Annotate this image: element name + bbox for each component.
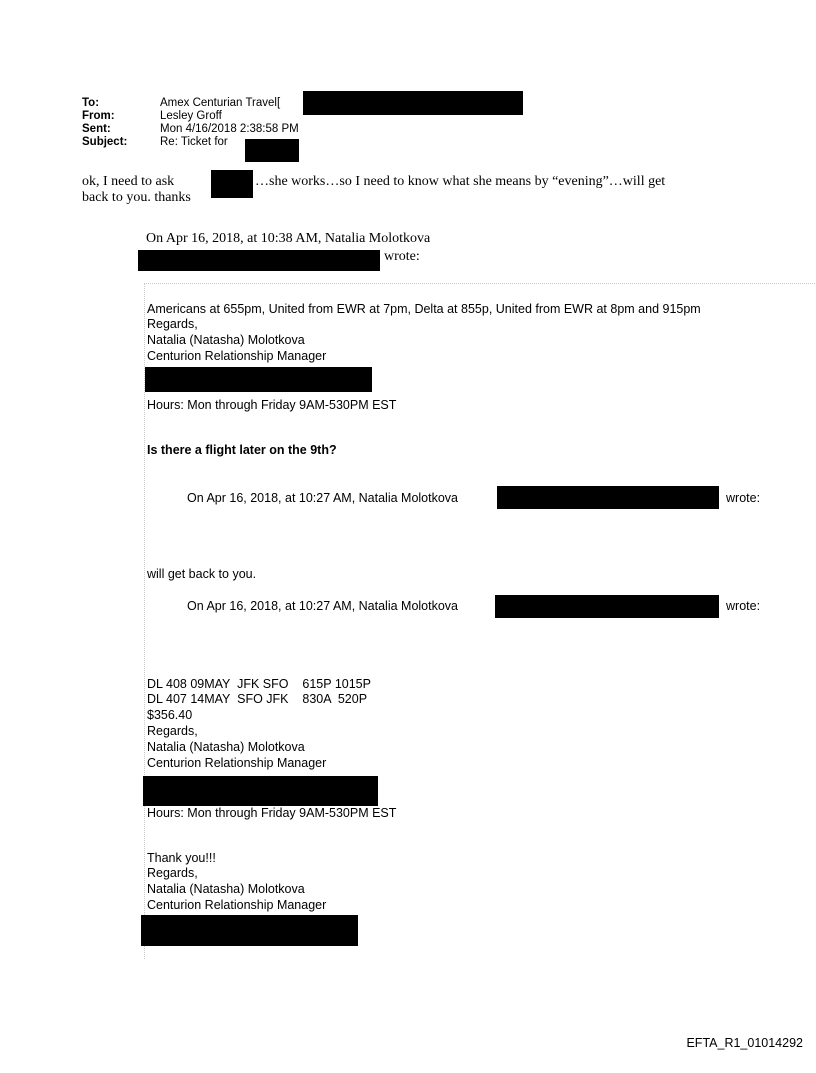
document-id: EFTA_R1_01014292 — [686, 1036, 803, 1050]
sent-value: Mon 4/16/2018 2:38:58 PM — [160, 123, 299, 135]
sent-label: Sent: — [82, 123, 111, 135]
quote-1-attribution: On Apr 16, 2018, at 10:38 AM, Natalia Molotkova — [146, 231, 431, 246]
regards-2: Regards, — [147, 724, 198, 738]
redaction-contact-3 — [141, 915, 358, 946]
redaction-contact-2 — [143, 776, 378, 806]
subject-value: Re: Ticket for — [160, 136, 228, 148]
redaction-name — [211, 170, 253, 198]
will-get-back-text: will get back to you. — [147, 567, 257, 581]
thank-you-text: Thank you!!! — [147, 851, 216, 865]
from-label: From: — [82, 110, 115, 122]
redaction-subject — [245, 139, 299, 162]
redaction-email-3 — [495, 595, 719, 618]
quote-2-wrote: wrote: — [726, 491, 761, 505]
question-text: Is there a flight later on the 9th? — [147, 443, 337, 457]
signature-title-2: Centurion Relationship Manager — [147, 756, 327, 770]
reply-line-1-end: …she works…so I need to know what she means by “evening”…will get — [255, 174, 666, 189]
itinerary-line-1: DL 408 09MAY JFK SFO 615P 1015P — [147, 677, 371, 691]
signature-name-1: Natalia (Natasha) Molotkova — [147, 333, 305, 347]
redaction-email-2 — [497, 486, 719, 509]
reply-line-2: back to you. thanks — [82, 190, 191, 205]
signature-title-3: Centurion Relationship Manager — [147, 898, 327, 912]
reply-line-1-start: ok, I need to ask — [82, 174, 175, 189]
itinerary-line-2: DL 407 14MAY SFO JFK 830A 520P — [147, 692, 368, 706]
signature-title-1: Centurion Relationship Manager — [147, 349, 327, 363]
regards-1: Regards, — [147, 317, 198, 331]
redaction-contact-1 — [145, 367, 372, 392]
redaction-to-address — [303, 91, 523, 115]
regards-3: Regards, — [147, 866, 198, 880]
subject-label: Subject: — [82, 136, 128, 148]
quote-3-attribution: On Apr 16, 2018, at 10:27 AM, Natalia Molotkova — [187, 599, 458, 613]
to-label: To: — [82, 97, 100, 109]
from-value: Lesley Groff — [160, 110, 222, 122]
hours-2: Hours: Mon through Friday 9AM-530PM EST — [147, 806, 397, 820]
hours-1: Hours: Mon through Friday 9AM-530PM EST — [147, 398, 397, 412]
itinerary-price: $356.40 — [147, 708, 193, 722]
to-value: Amex Centurian Travel[ — [160, 97, 281, 109]
quote-2-attribution: On Apr 16, 2018, at 10:27 AM, Natalia Molotkova — [187, 491, 458, 505]
signature-name-3: Natalia (Natasha) Molotkova — [147, 882, 305, 896]
quote-1-wrote: wrote: — [384, 249, 420, 264]
flight-options: Americans at 655pm, United from EWR at 7pm, Delta at 855p, United from EWR at 8pm and 915pm — [147, 302, 701, 316]
signature-name-2: Natalia (Natasha) Molotkova — [147, 740, 305, 754]
redaction-email-1 — [138, 250, 380, 271]
quote-3-wrote: wrote: — [726, 599, 761, 613]
